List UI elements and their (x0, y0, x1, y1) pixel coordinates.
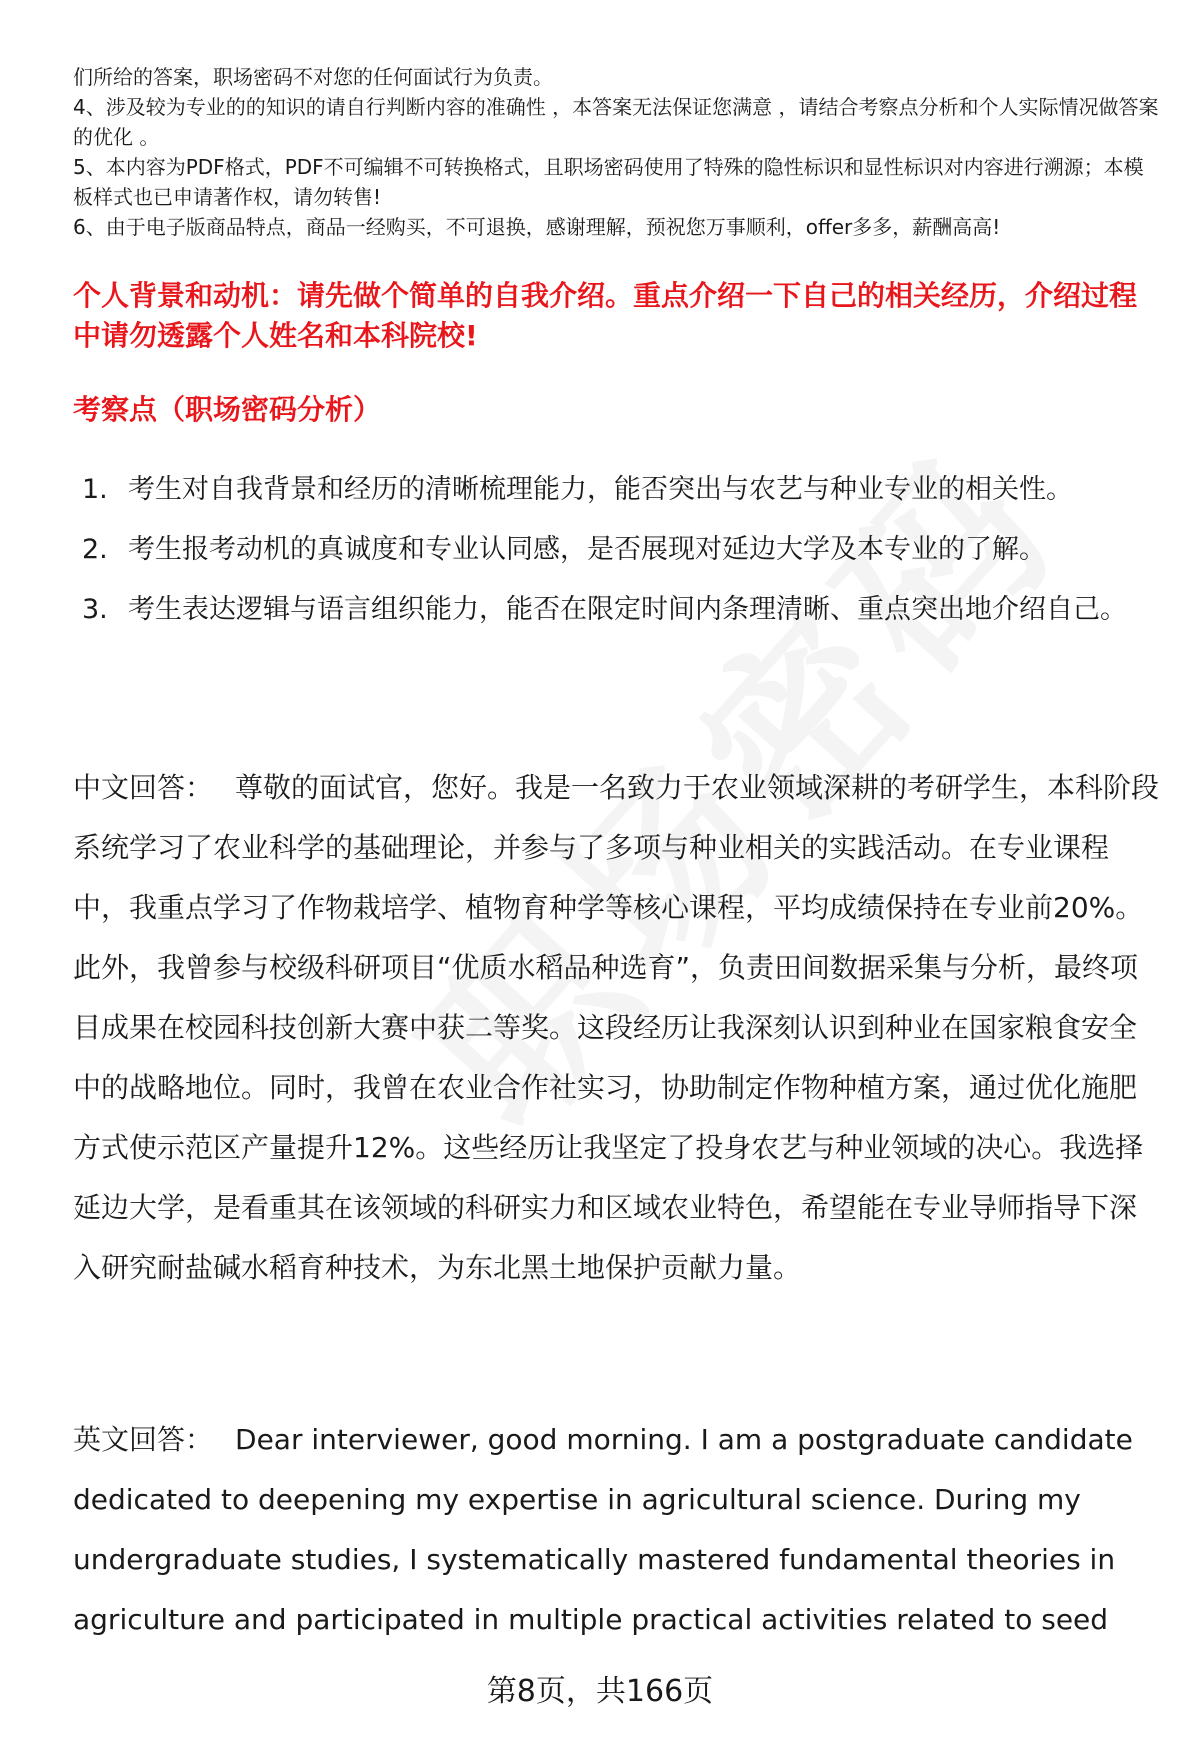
chinese-answer-label: 中文回答： (73, 771, 214, 804)
section-title: 考察点（职场密码分析） (73, 393, 382, 426)
disclaimer-line: 5、本内容为PDF格式，PDF不可编辑不可转换格式，且职场密码使用了特殊的隐性标识和显性标识对内容进行溯源；本模板样式也已申请著作权，请勿转售! (73, 155, 1144, 209)
disclaimer-line: 4、涉及较为专业的的知识的请自行判断内容的准确性 ，本答案无法保证您满意 ，请结合考察点分析和个人实际情况做答案的优化 。 (73, 95, 1159, 149)
assessment-points-list (82, 460, 1142, 640)
point-text: 考生报考动机的真诚度和专业认同感，是否展现对延边大学及本专业的了解。 (128, 534, 1046, 565)
chinese-answer-text: 尊敬的面试官，您好。我是一名致力于农业领域深耕的考研学生，本科阶段系统学习了农业科学的基础理论，并参与了多项与种业相关的实践活动。在专业课程中，我重点学习了作物栽培学、植物育种学等核心课程，平均成绩保持在专业前20%。此外，我曾参与校级科研项目“优质水稻品种选育”，负责田间数据采集与分析，最终项目成果在校园科技创新大赛中获二等奖。这段经历让我深刻认识到种业在国家粮食安全中的战略地位。同时，我曾在农业合作社实习，协助制定作物种植方案，通过优化施肥方式使示范区产量提升12%。这些经历让我坚定了投身农艺与种业领域的决心。我选择延边大学，是看重其在该领域的科研实力和区域农业特色，希望能在专业导师指导下深入研究耐盐碱水稻育种技术，为东北黑土地保护贡献力量。 (73, 771, 1160, 1284)
english-answer (73, 1410, 1153, 1650)
chinese-answer (73, 758, 1163, 1298)
assessment-point (82, 580, 1142, 640)
disclaimer-block (73, 62, 1163, 242)
point-text: 考生对自我背景和经历的清晰梳理能力，能否突出与农艺与种业专业的相关性。 (128, 474, 1073, 505)
disclaimer-line: 6、由于电子版商品特点，商品一经购买，不可退换，感谢理解，预祝您万事顺利，offer多多，薪酬高高! (73, 215, 1001, 239)
point-number: 3. (82, 594, 108, 625)
english-answer-label: 英文回答： (73, 1423, 214, 1456)
english-answer-text: Dear interviewer, good morning. I am a postgraduate candidate dedicated to deepening my expertise in agricultural science. During my undergraduate studies, I systematically mastered fundamental theories in agriculture and participated in multiple practical activities related to seed (73, 1423, 1133, 1636)
assessment-point (82, 520, 1142, 580)
interview-question: 个人背景和动机：请先做个简单的自我介绍。重点介绍一下自己的相关经历，介绍过程中请勿透露个人姓名和本科院校! (73, 279, 1138, 352)
point-number: 1. (82, 474, 108, 505)
assessment-point (82, 460, 1142, 520)
point-number: 2. (82, 534, 108, 565)
page-number: 第8页，共166页 (486, 1674, 714, 1709)
point-text: 考生表达逻辑与语言组织能力，能否在限定时间内条理清晰、重点突出地介绍自己。 (128, 594, 1127, 625)
disclaimer-line: 们所给的答案，职场密码不对您的任何面试行为负责。 (73, 65, 553, 89)
